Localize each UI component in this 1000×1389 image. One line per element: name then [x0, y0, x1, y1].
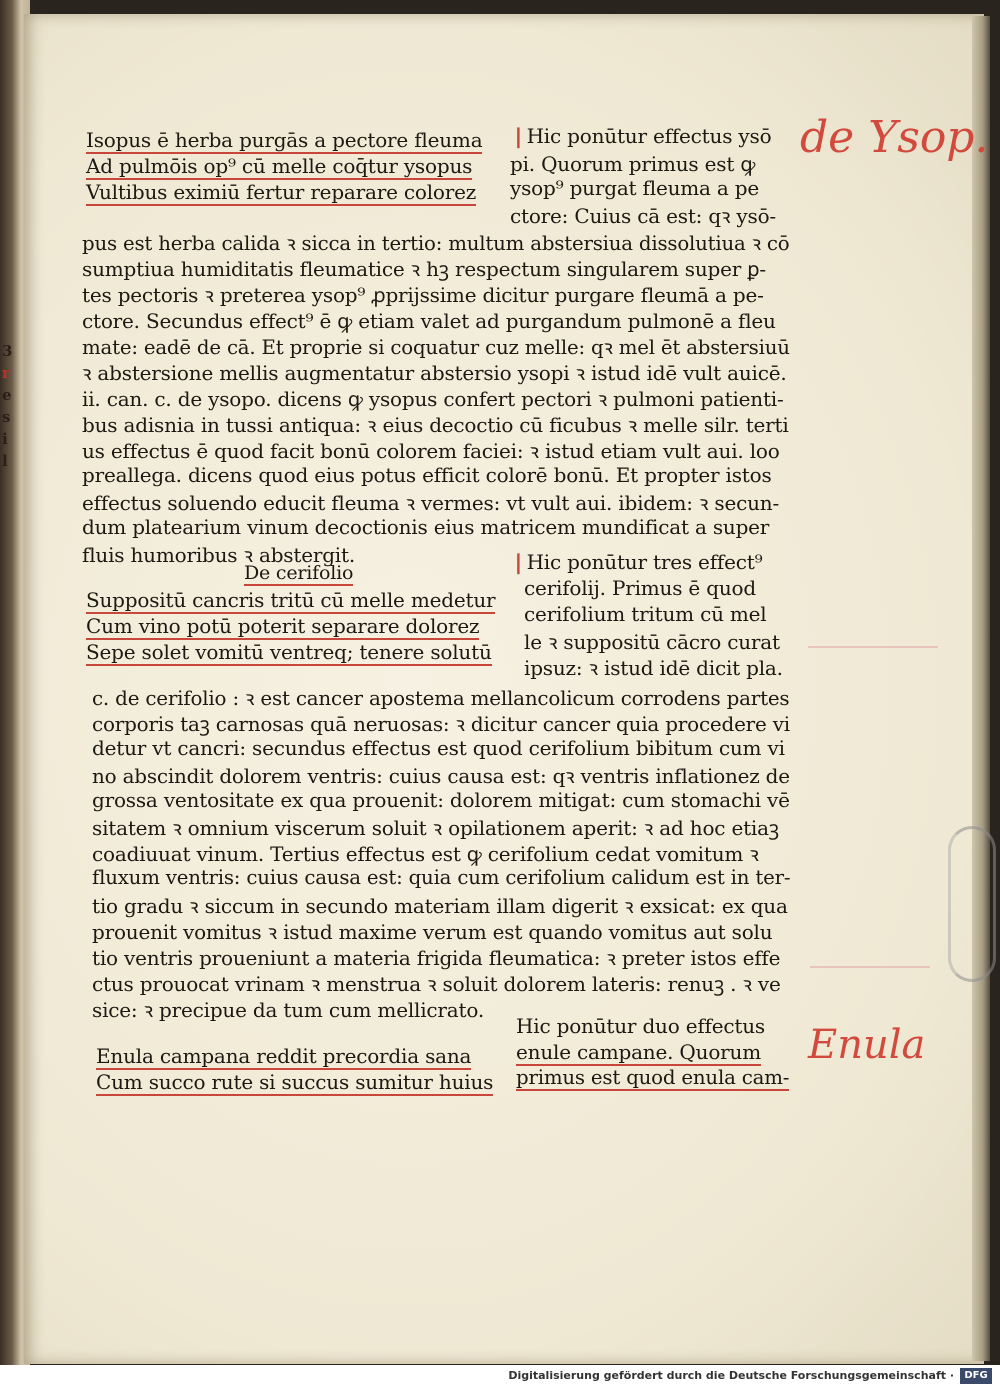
prose-2-line-10: prouenit vomitus ꝛ istud maxime verum est quando vomitus aut solu [92, 920, 773, 944]
prose-2-line-12: ctus prouocat vrinam ꝛ menstrua ꝛ soluit dolorem lateris: renuꝫ . ꝛ ve [92, 972, 781, 996]
col-right-mid-2: cerifolij. Primus ē quod [524, 576, 756, 600]
verse-mid-1: Suppositū cancris tritū cū melle medetur [86, 588, 496, 612]
margin-note-faint-2 [810, 932, 930, 968]
prose-1-line-8: bus adisnia in tussi antiqua: ꝛ eius decoctio cū ficubus ꝛ melle silr. terti [82, 413, 789, 437]
col-right-bottom-3: primus est quod enula cam- [516, 1066, 790, 1089]
prose-2-line-1: c. de cerifolio : ꝛ est cancer apostema mellancolicum corrodens partes [92, 687, 790, 710]
verse-bottom-1: Enula campana reddit precordia sana [96, 1044, 472, 1068]
prose-1-line-13: fluis humoribus ꝛ abstergit. [82, 543, 355, 567]
prose-2-line-4: no abscindit dolorem ventris: cuius causa est: qꝛ ventris inflationez de [92, 764, 790, 788]
col-right-mid-1: ❘Hic ponūtur tres effect⁹ [510, 550, 763, 574]
prose-2-line-5: grossa ventositate ex qua prouenit: dolorem mitigat: cum stomachi vē [92, 788, 790, 812]
col-right-top-4: ctore: Cuius cā est: qꝛ ysō- [510, 204, 776, 228]
prose-2-line-8: fluxum ventris: cuius causa est: quia cum cerifolium calidum est in ter- [92, 866, 791, 889]
footer-credit: Digitalisierung gefördert durch die Deutsche Forschungsgemeinschaft · [508, 1369, 954, 1382]
col-right-bottom-1: Hic ponūtur duo effectus [516, 1014, 765, 1038]
prose-2-line-7: coadiuuat vinum. Tertius effectus est ꝙ cerifolium cedat vomitum ꝛ [92, 842, 759, 866]
verse-top-1: Isopus ē herba purgās a pectore fleuma [86, 128, 483, 152]
prose-1-line-2: sumptiua humiditatis fleumatice ꝛ hꝫ respectum singularem super ꝑ- [82, 257, 766, 281]
prose-2-line-9: tio gradu ꝛ siccum in secundo materiam illam digerit ꝛ exsicat: ex qua [92, 894, 788, 918]
prose-1-line-7: ii. can. c. de ysopo. dicens ꝙ ysopus confert pectori ꝛ pulmoni patienti- [82, 387, 784, 411]
col-right-top-1: ❘Hic ponūtur effectus ysō [510, 124, 772, 148]
prose-2-line-6: sitatem ꝛ omnium viscerum soluit ꝛ opilationem aperit: ꝛ ad hoc etiaꝫ [92, 816, 779, 840]
verse-mid-2: Cum vino potū poterit separare dolorez [86, 614, 480, 638]
prose-1-line-5: mate: eadē de cā. Et proprie si coquatur cuz melle: qꝛ mel ēt abstersiuū [82, 336, 790, 359]
prose-2-line-13: sice: ꝛ precipue da tum cum mellicrato. [92, 998, 484, 1022]
col-right-mid-3: cerifolium tritum cū mel [524, 602, 767, 626]
verse-mid-3: Sepe solet vomitū ventreq; tenere solutū [86, 640, 492, 664]
verse-bottom-2: Cum succo rute si succus sumitur huius [96, 1070, 494, 1094]
col-right-top-2: pi. Quorum primus est ꝙ [510, 152, 756, 176]
facing-page-edge-marks: 3 r e s i l [2, 342, 13, 470]
prose-1-line-6: ꝛ abstersione mellis augmentatur abstersio ysopi ꝛ istud idē vult auicē. [82, 361, 787, 385]
prose-1-line-3: tes pectoris ꝛ preterea ysop⁹ ꝓprijssime dicitur purgare fleumā a pe- [82, 283, 764, 307]
page-edge [972, 16, 990, 1361]
prose-2-line-11: tio ventris proueniunt a materia frigida fleumatica: ꝛ preter istos effe [92, 946, 781, 970]
margin-note-enula: Enula [808, 1022, 926, 1068]
prose-1-line-1: pus est herba calida ꝛ sicca in tertio: multum abstersiua dissolutiua ꝛ cō [82, 232, 790, 255]
verse-top-3: Vultibus eximiū fertur reparare colorez [86, 180, 477, 204]
prose-1-line-12: dum platearium vinum decoctionis eius matricem mundificat a super [82, 515, 770, 539]
prose-2-line-3: detur vt cancri: secundus effectus est quod cerifolium bibitum cum vi [92, 736, 785, 760]
verse-top-2: Ad pulmōis op⁹ cū melle coq̄tur ysopus [86, 154, 473, 178]
footer-bar [0, 1365, 1000, 1389]
prose-2-line-2: corporis taꝫ carnosas quā neruosas: ꝛ dicitur cancer quia procedere vi [92, 712, 790, 736]
margin-note-ysop: de Ysop. [800, 112, 989, 163]
col-right-mid-5: ipsuz: ꝛ istud idē dicit pla. [524, 656, 783, 680]
prose-1-line-10: preallega. dicens quod eius potus efficit colorē bonū. Et propter istos [82, 463, 772, 487]
col-right-bottom-2: enule campane. Quorum [516, 1040, 761, 1064]
dfg-logo: DFG [960, 1368, 992, 1384]
col-right-top-3: ysop⁹ purgat fleuma a pe [510, 176, 760, 200]
heading-de-cerifolio: De cerifolio [244, 562, 354, 584]
prose-1-line-9: us effectus ē quod facit bonū colorem faciei: ꝛ istud etiam vult aui. loo [82, 439, 780, 463]
prose-1-line-11: effectus soluendo educit fleuma ꝛ vermes: vt vult aui. ibidem: ꝛ secun- [82, 491, 780, 515]
col-right-mid-4: le ꝛ suppositū cācro curat [524, 630, 780, 654]
paper-clip [948, 826, 996, 982]
prose-1-line-4: ctore. Secundus effect⁹ ē ꝙ etiam valet ad purgandum pulmonē a fleu [82, 309, 776, 333]
margin-note-faint-1 [808, 612, 938, 648]
